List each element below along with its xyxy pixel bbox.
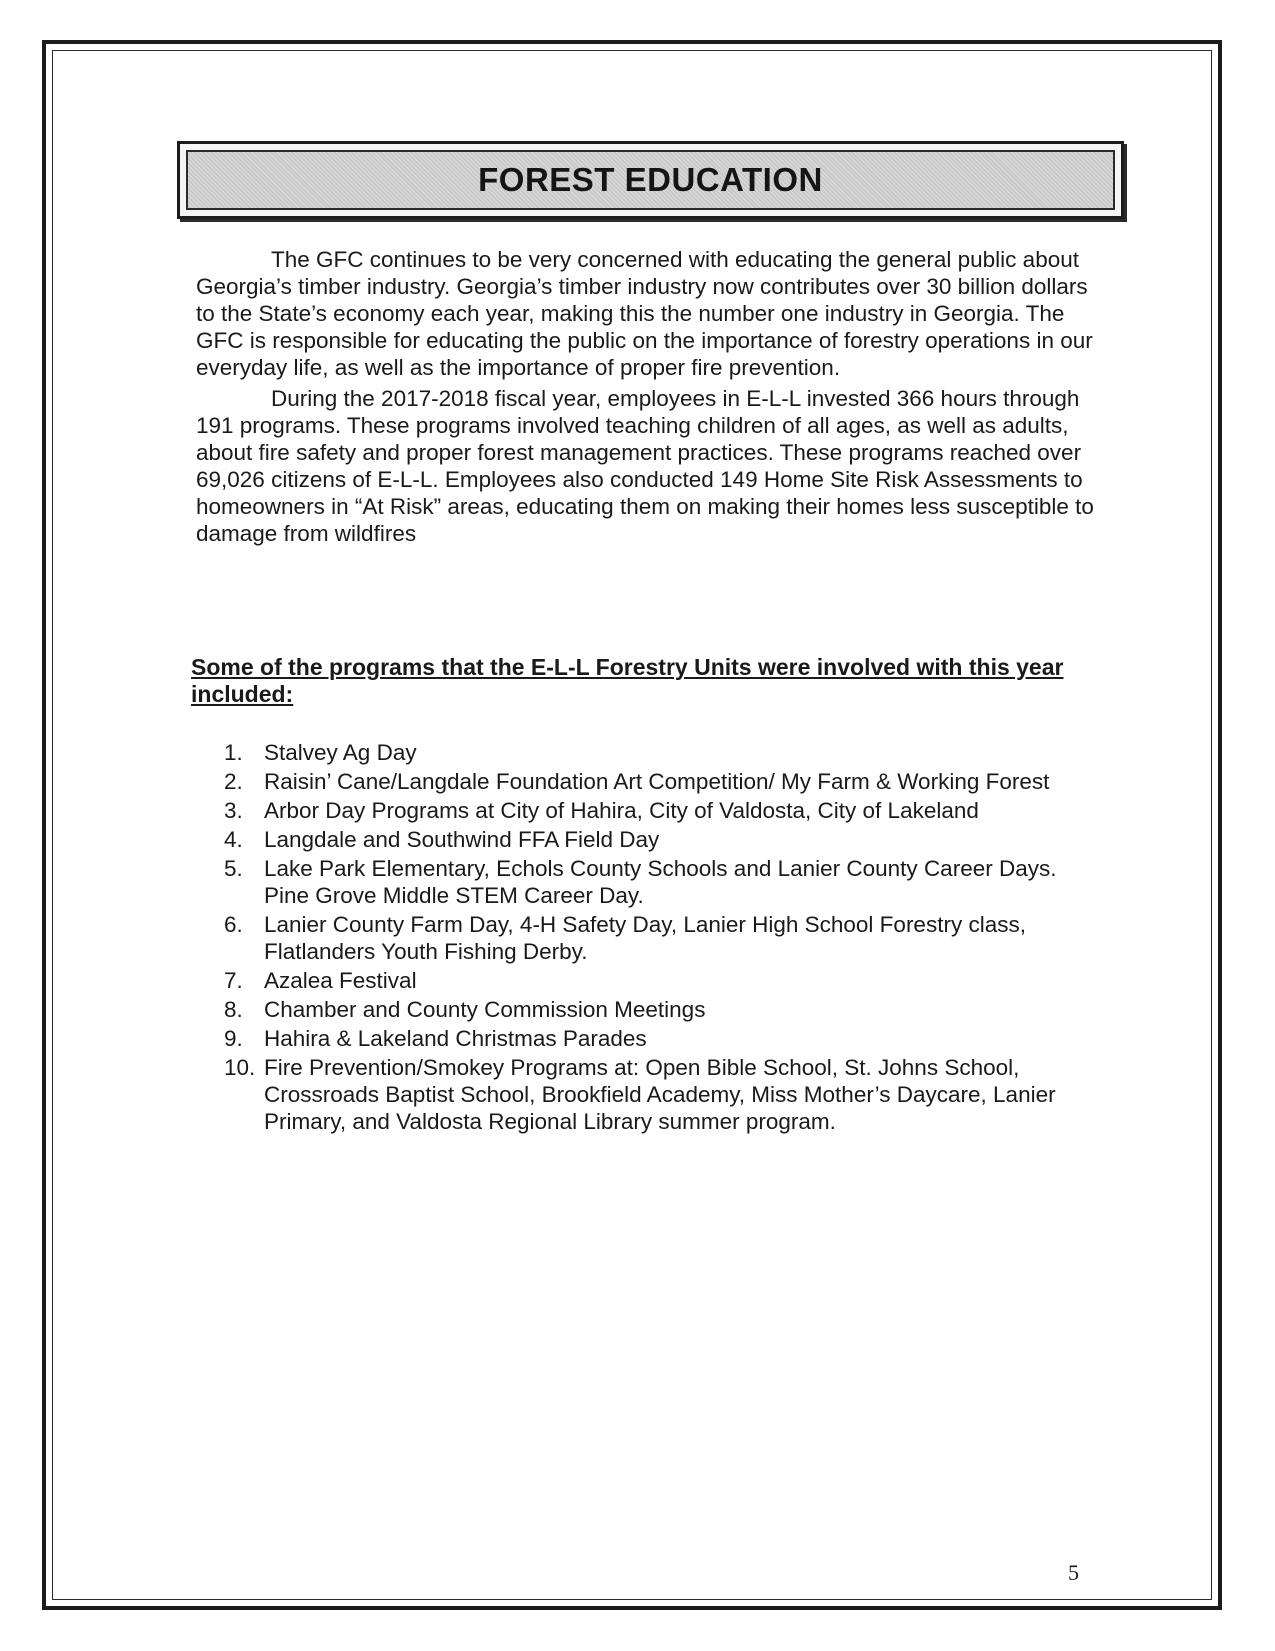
list-item-number: 4. [224,827,243,852]
list-item-text: Arbor Day Programs at City of Hahira, City of Valdosta, City of Lakeland [264,798,979,823]
list-item [224,967,1094,994]
list-item [224,1054,1094,1135]
body-text [196,246,1101,551]
programs-heading: Some of the programs that the E-L-L Forestry Units were involved with this year included: [191,654,1064,707]
list-item-text: Langdale and Southwind FFA Field Day [264,827,660,852]
list-item-text: Raisin’ Cane/Langdale Foundation Art Competition/ My Farm & Working Forest [264,769,1050,794]
list-item-text: Lanier County Farm Day, 4-H Safety Day, Lanier High School Forestry class, Flatlanders Youth Fishing Derby. [264,912,1026,964]
list-item-number: 8. [224,997,243,1022]
paragraph-fiscal-year: During the 2017-2018 fiscal year, employees in E-L-L invested 366 hours through 191 programs. These programs involved teaching children of all ages, as well as adults, about fire safety and proper forest management practices. These programs reached over 69,026 citizens of E-L-L. Employees also conducted 149 Home Site Risk Assessments to homeowners in “At Risk” areas, educating them on making their homes less susceptible to damage from wildfires [196,386,1094,546]
list-item-text: Lake Park Elementary, Echols County Schools and Lanier County Career Days. Pine Grove Middle STEM Career Day. [264,856,1057,908]
list-item-number: 9. [224,1026,243,1051]
list-item [224,826,1094,853]
list-item [224,797,1094,824]
list-item-text: Hahira & Lakeland Christmas Parades [264,1026,647,1051]
list-item-text: Stalvey Ag Day [264,740,417,765]
list-item-number: 1. [224,740,243,765]
list-item [224,768,1094,795]
list-item [224,996,1094,1023]
section-title-banner-inner [186,150,1115,210]
paragraph-intro: The GFC continues to be very concerned with educating the general public about Georgia’s timber industry. Georgia’s timber industry now contributes over 30 billion dollars to the State’s economy each year, making this the number one industry in Georgia. The GFC is responsible for educating the public on the importance of forestry operations in our everyday life, as well as the importance of proper fire prevention. [196,247,1093,380]
list-item [224,855,1094,909]
page-title: FOREST EDUCATION [478,161,823,198]
list-item-text: Fire Prevention/Smokey Programs at: Open Bible School, St. Johns School, Crossroads Baptist School, Brookfield Academy, Miss Mother’s Daycare, Lanier Primary, and Valdosta Regional Library summer program. [264,1055,1056,1134]
list-item-number: 6. [224,912,243,937]
list-item-number: 5. [224,856,243,881]
page-number: 5 [1068,1560,1079,1585]
list-item [224,1025,1094,1052]
program-list [224,739,1094,1137]
list-item-number: 2. [224,769,243,794]
list-item-number: 10. [224,1055,256,1080]
list-item-text: Chamber and County Commission Meetings [264,997,706,1022]
list-item-number: 3. [224,798,243,823]
list-item [224,739,1094,766]
list-item-text: Azalea Festival [264,968,417,993]
list-item-number: 7. [224,968,243,993]
list-item [224,911,1094,965]
section-title-banner [177,141,1124,219]
